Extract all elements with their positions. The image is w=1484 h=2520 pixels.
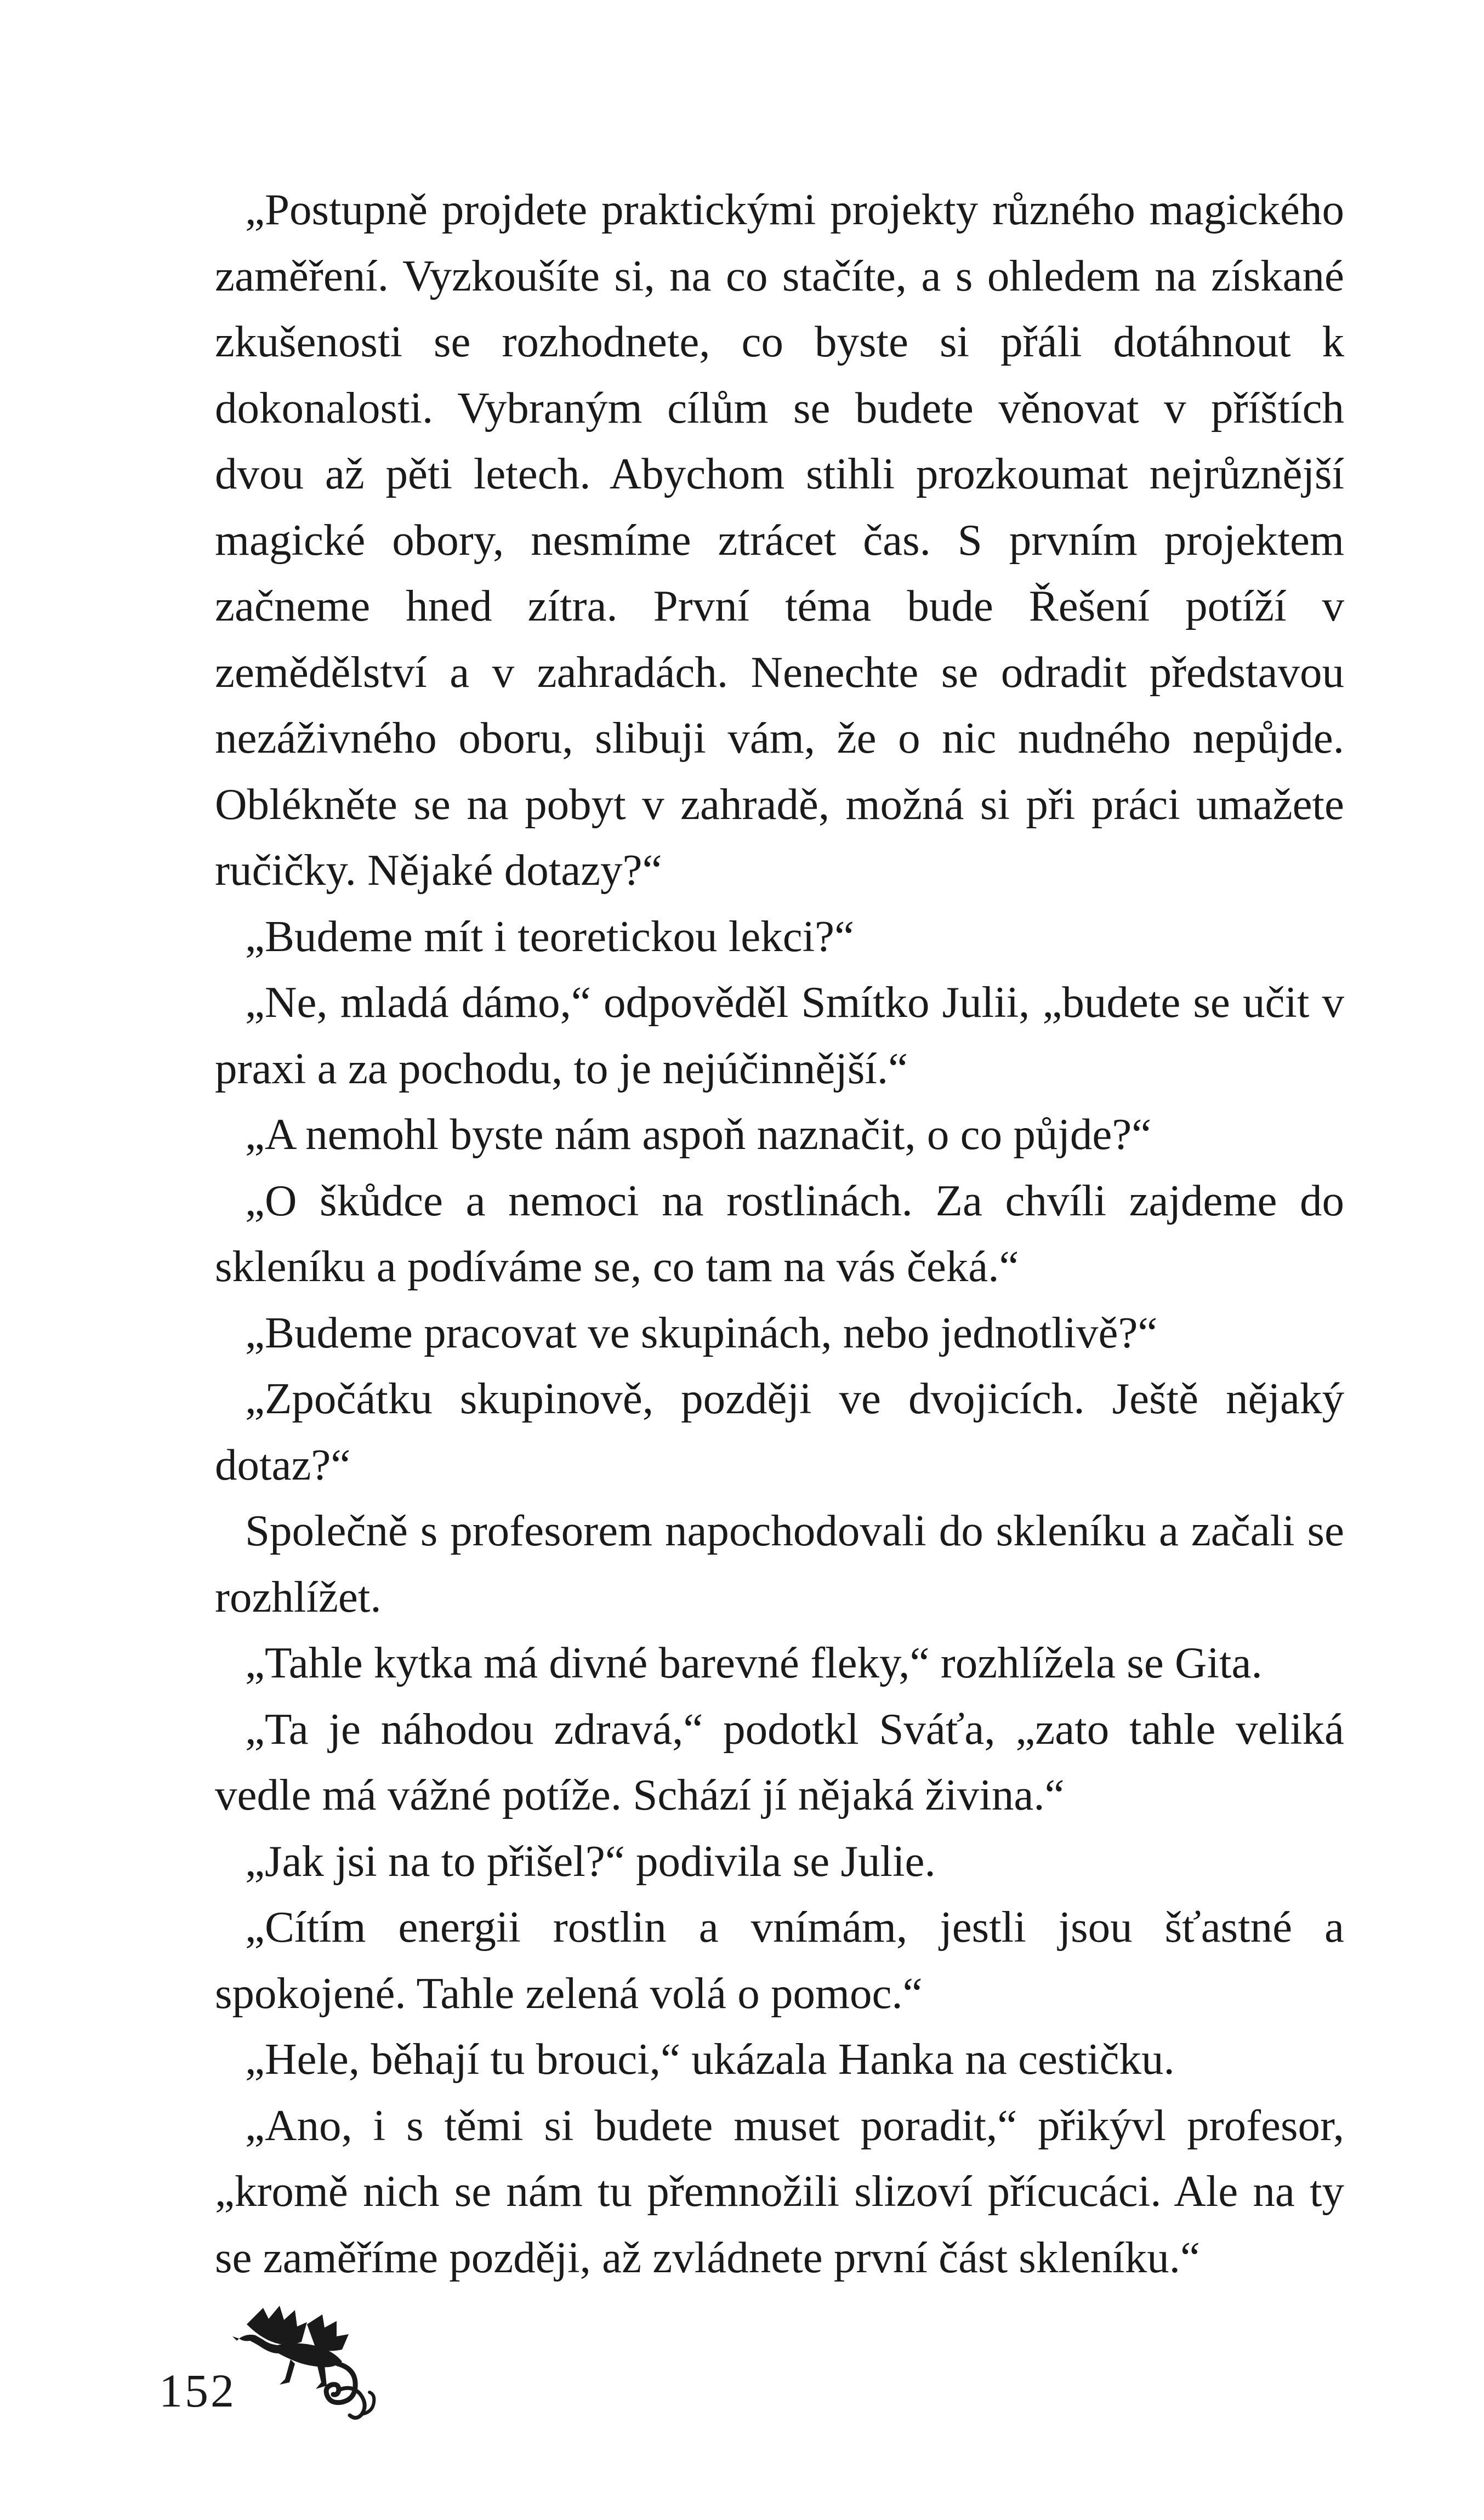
paragraph: „O škůdce a nemoci na rostlinách. Za chvíli zajdeme do skleníku a podíváme se, co tam na vás čeká.“ [215, 1175, 1344, 1291]
paragraph: „Jak jsi na to přišel?“ podivila se Julie. [245, 1836, 936, 1886]
dragon-icon [225, 2302, 384, 2428]
paragraph: „Hele, běhají tu brouci,“ ukázala Hanka na cestičku. [245, 2034, 1175, 2084]
paragraph: „Tahle kytka má divné barevné fleky,“ rozhlížela se Gita. [245, 1638, 1263, 1687]
paragraph: „Budeme mít i teoretickou lekci?“ [245, 911, 855, 961]
page-footer [159, 2302, 389, 2428]
paragraph: „Ano, i s těmi si budete muset poradit,“ přikývl profesor, „kromě nich se nám tu přemnožili slizoví přícucáci. Ale na ty se zaměříme později, až zvládnete první část skleníku.“ [215, 2100, 1344, 2282]
paragraph: „Budeme pracovat ve skupinách, nebo jednotlivě?“ [245, 1307, 1158, 1357]
paragraph: „Ta je náhodou zdravá,“ podotkl Sváťa, „zato tahle veliká vedle má vážné potíže. Schází jí nějaká živina.“ [215, 1704, 1344, 1819]
body-text [215, 177, 1344, 2290]
paragraph: „Zpočátku skupinově, později ve dvojicích. Ještě nějaký dotaz?“ [215, 1374, 1344, 1489]
page-number: 152 [159, 2364, 236, 2417]
paragraph: „A nemohl byste nám aspoň naznačit, o co půjde?“ [245, 1110, 1152, 1159]
paragraph: „Ne, mladá dámo,“ odpověděl Smítko Julii, „budete se učit v praxi a za pochodu, to je nejúčinnější.“ [215, 977, 1344, 1093]
paragraph: „Postupně projdete praktickými projekty různého magického zaměření. Vyzkoušíte si, na co stačíte, a s ohledem na získané zkušenosti se rozhodnete, co byste si přáli dotáhnout k dokonalosti. Vybraným cílům se budete věnovat v příštích dvou až pěti letech. Abychom stihli prozkoumat nejrůznější magické obory, nesmíme ztrácet čas. S prvním projektem začneme hned zítra. První téma bude Řešení potíží v zemědělství a v zahradách. Nenechte se odradit představou nezáživného oboru, slibuji vám, že o nic nudného nepůjde. Oblékněte se na pobyt v zahradě, možná si při práci umažete ručičky. Nějaké dotazy?“ [215, 185, 1344, 895]
paragraph: Společně s profesorem napochodovali do skleníku a začali se rozhlížet. [215, 1506, 1344, 1622]
paragraph: „Cítím energii rostlin a vnímám, jestli jsou šťastné a spokojené. Tahle zelená volá o pomoc.“ [215, 1902, 1344, 2018]
